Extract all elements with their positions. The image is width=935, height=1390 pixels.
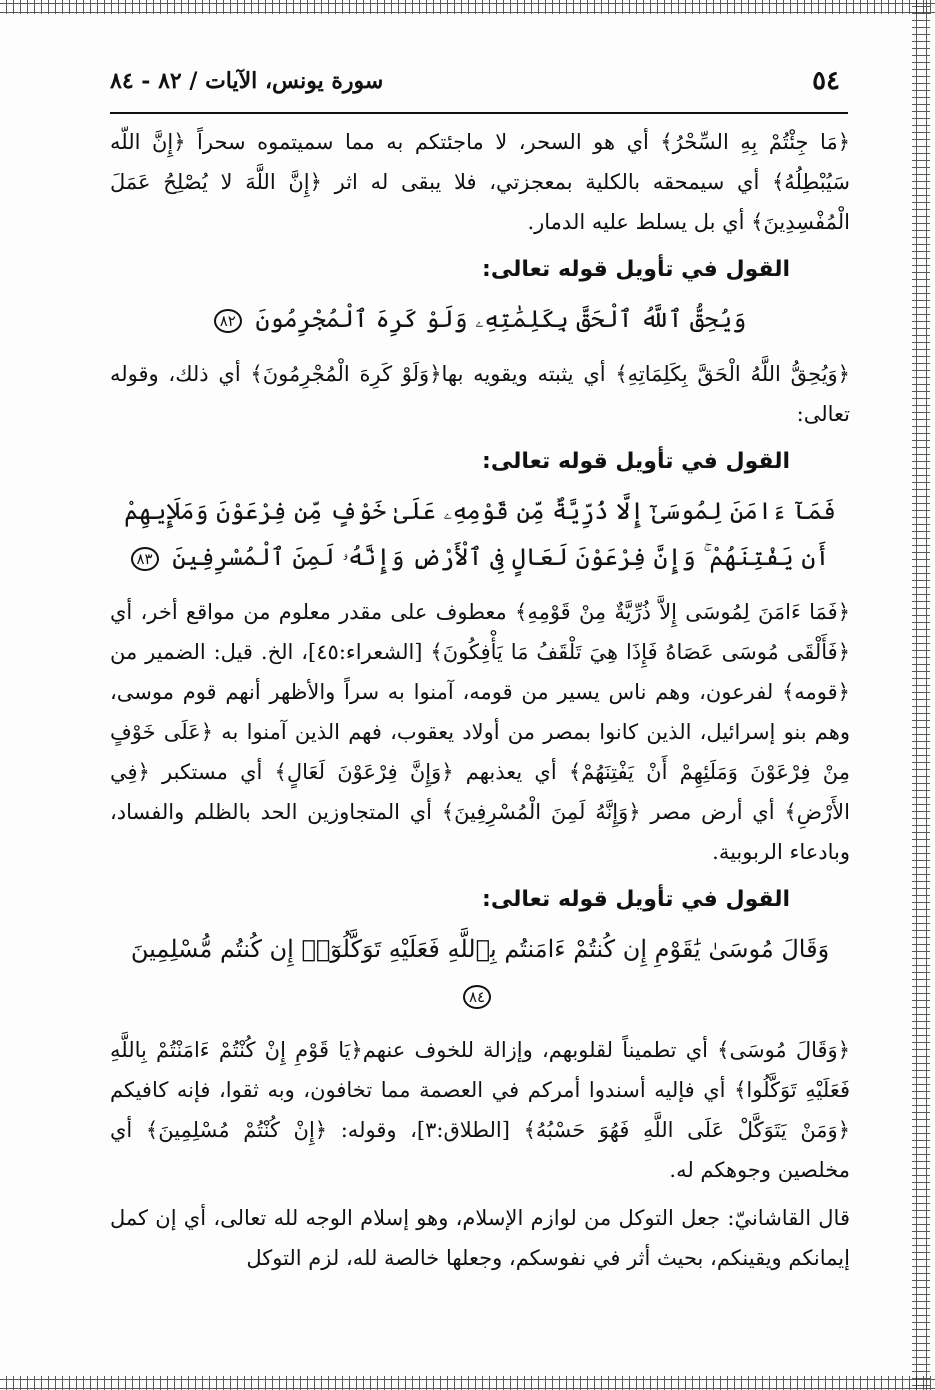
running-title: سورة يونس، الآيات / ٨٢ - ٨٤: [110, 68, 384, 94]
page-body: [110, 122, 850, 1278]
paragraph-gap: [110, 1190, 850, 1198]
quran-verse-84: [110, 926, 850, 1018]
ayah-number-icon: ٨٤: [463, 985, 491, 1009]
quran-verse-83: [110, 488, 850, 580]
paragraph-5: قال القاشانيّ: جعل التوكل من لوازم الإسلام، وهو إسلام الوجه لله تعالى، أي إن كمل إيمانكم ويقينكم، بحيث أثر في نفوسكم، وجعلها خالصة لله، لزم التوكل: [110, 1206, 850, 1270]
section-heading-2: القول في تأويل قوله تعالى:: [482, 449, 790, 474]
decorative-border-bottom: [0, 1376, 935, 1390]
decorative-border-top: [0, 0, 935, 14]
verse-text: وَيُحِقُّ ٱللَّهُ ٱلْحَقَّ بِكَلِمَٰتِهِۦ وَلَوْ كَرِهَ ٱلْمُجْرِمُونَ: [255, 305, 747, 333]
page-header: [110, 60, 840, 108]
quran-verse-82: [110, 296, 850, 342]
section-heading-1: القول في تأويل قوله تعالى:: [482, 257, 790, 282]
paragraph-2: ﴿وَيُحِقُّ اللَّهُ الْحَقَّ بِكَلِمَاتِهِ﴾ أي يثبته ويقويه بها﴿وَلَوْ كَرِهَ الْمُجْرِمُونَ﴾ أي ذلك، وقوله تعالى:: [110, 362, 850, 426]
paragraph-4: ﴿وَقَالَ مُوسَى﴾ أي تطميناً لقلوبهم، وإزالة للخوف عنهم﴿يَا قَوْمِ إِنْ كُنْتُمْ ءَامَنْتُمْ بِاللَّهِ فَعَلَيْهِ تَوَكَّلُوا﴾ أي فإليه أسندوا أمركم في العصمة مما تخافون، وبه ثقوا، فإنه كافيكم ﴿وَمَنْ يَتَوَكَّلْ عَلَى اللَّهِ فَهُوَ حَسْبُهُ﴾ [الطلاق:٣]، وقوله: ﴿إِنْ كُنْتُمْ مُسْلِمِينَ﴾ أي مخلصين وجوهكم له.: [110, 1038, 850, 1182]
header-rule: [110, 112, 848, 114]
paragraph-1: ﴿مَا جِئْتُمْ بِهِ السِّحْرُ﴾ أي هو السحر، لا ماجئتكم به مما سميتموه سحراً ﴿إِنَّ اللّه سَيُبْطِلُهُ﴾ أي سيمحقه بالكلية بمعجزتي، فلا يبقى له اثر ﴿إِنَّ اللَّهَ لا يُصْلِحُ عَمَلَ الْمُفْسِدِينَ﴾ أي بل يسلط عليه الدمار.: [110, 130, 850, 234]
page-number: ٥٤: [812, 66, 840, 96]
decorative-border-right: [912, 0, 930, 1390]
ayah-number-icon: ٨٣: [131, 547, 159, 571]
verse-text: وَقَالَ مُوسَىٰ يَٰقَوْمِ إِن كُنتُمْ ءَامَنتُم بِٱللَّهِ فَعَلَيْهِ تَوَكَّلُوٓا۟ إِن كُنتُم مُّسْلِمِينَ: [130, 935, 830, 963]
verse-text: فَمَآ ءَامَنَ لِمُوسَىٰٓ إِلَّا ذُرِّيَّةٌ مِّن قَوْمِهِۦ عَلَىٰ خَوْفٍ مِّن فِرْعَوْنَ وَمَلَإِيهِمْ أَن يَفْتِنَهُمْ ۚ وَإِنَّ فِرْعَوْنَ لَعَالٍ فِى ٱلْأَرْضِ وَإِنَّهُۥ لَمِنَ ٱلْمُسْرِفِينَ: [124, 497, 836, 571]
paragraph-3: ﴿فَمَا ءَامَنَ لِمُوسَى إِلاَّ ذُرِّيَّةٌ مِنْ قَوْمِهِ﴾ معطوف على مقدر معلوم من مواقع أخر، أي ﴿فَأَلْقَى مُوسَى عَصَاهُ فَإِذَا هِيَ تَلْقَفُ مَا يَأْفِكُونَ﴾ [الشعراء:٤٥]، الخ. قيل: الضمير من ﴿قومه﴾ لفرعون، وهم ناس يسير من قومه، آمنوا به سراً والأظهر أنهم قوم موسى، وهم بنو إسرائيل، الذين كانوا بمصر من أولاد يعقوب، فهم الذين آمنوا به ﴿عَلَى خَوْفٍ مِنْ فِرْعَوْنَ وَمَلَئِهِمْ أَنْ يَفْتِنَهُمْ﴾ أي يعذبهم ﴿وَإِنَّ فِرْعَوْنَ لَعَالٍ﴾ أي مستكبر ﴿فِي الأَرْضِ﴾ أي أرض مصر ﴿وَإِنَّهُ لَمِنَ الْمُسْرِفِينَ﴾ أي المتجاوزين الحد بالظلم والفساد، وبادعاء الربوبية.: [110, 600, 850, 864]
section-heading-3: القول في تأويل قوله تعالى:: [482, 887, 790, 912]
ayah-number-icon: ٨٢: [214, 309, 242, 333]
